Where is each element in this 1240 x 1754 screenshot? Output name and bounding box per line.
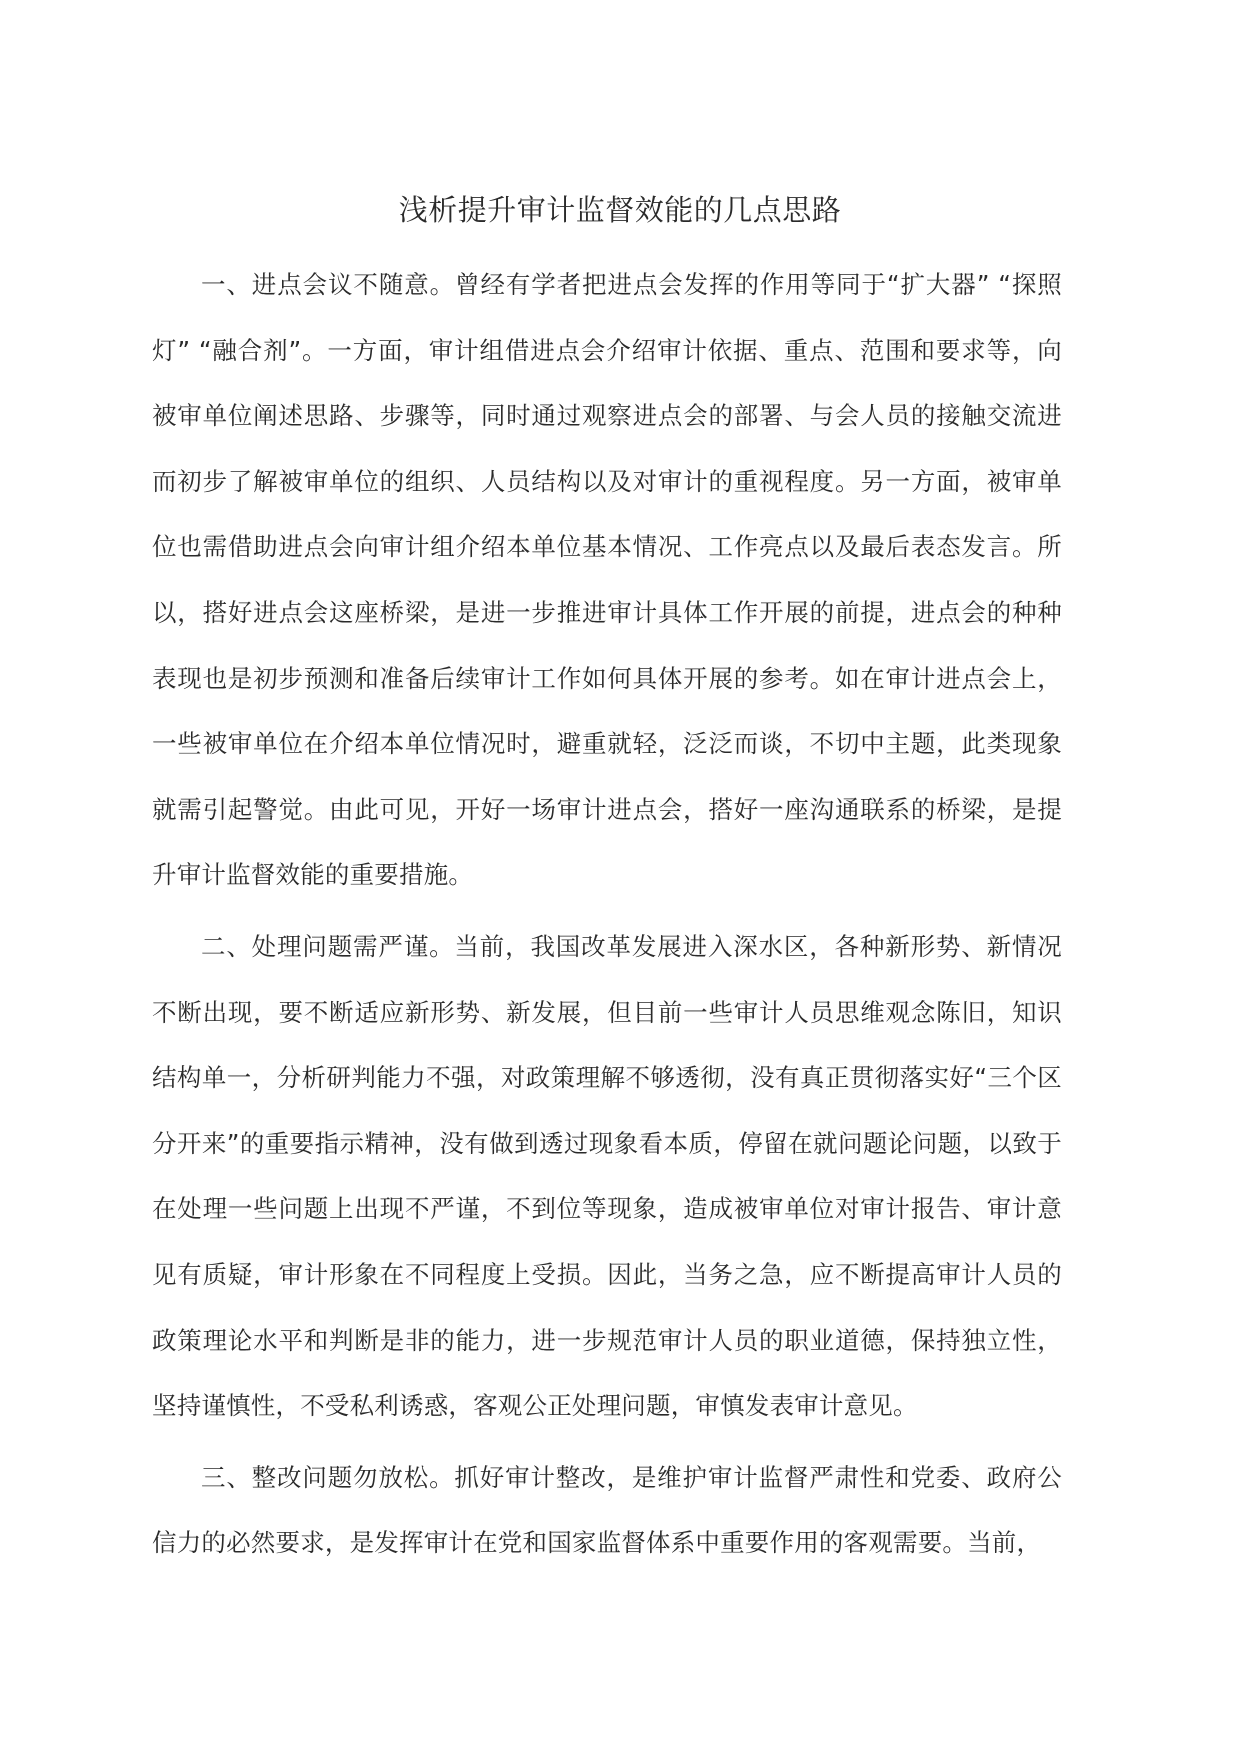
paragraph-2: 二、处理问题需严谨。当前，我国改革发展进入深水区，各种新形势、新情况不断出现，要不断适应新形势、新发展，但目前一些审计人员思维观念陈旧，知识结构单一，分析研判能力不强，对政策理解不够透彻，没有真正贯彻落实好“三个区分开来”的重要指示精神，没有做到透过现象看本质，停留在就问题论问题，以致于在处理一些问题上出现不严谨，不到位等现象，造成被审单位对审计报告、审计意见有质疑，审计形象在不同程度上受损。因此，当务之急，应不断提高审计人员的政策理论水平和判断是非的能力，进一步规范审计人员的职业道德，保持独立性，坚持谨慎性，不受私利诱惑，客观公正处理问题，审慎发表审计意见。 xyxy=(152,931,1062,1421)
paragraph-3: 三、整改问题勿放松。抓好审计整改，是维护审计监督严肃性和党委、政府公信力的必然要求，是发挥审计在党和国家监督体系中重要作用的客观需要。当前， xyxy=(152,1462,1062,1558)
document-title: 浅析提升审计监督效能的几点思路 xyxy=(398,193,842,227)
document-body xyxy=(152,252,1062,1582)
paragraph-1: 一、进点会议不随意。曾经有学者把进点会发挥的作用等同于“扩大器” “探照灯” “融合剂”。一方面，审计组借进点会介绍审计依据、重点、范围和要求等，向被审单位阐述思路、步骤等，同时通过观察进点会的部署、与会人员的接触交流进而初步了解被审单位的组织、人员结构以及对审计的重视程度。另一方面，被审单位也需借助进点会向审计组介绍本单位基本情况、工作亮点以及最后表态发言。所以，搭好进点会这座桥梁，是进一步推进审计具体工作开展的前提，进点会的种种表现也是初步预测和准备后续审计工作如何具体开展的参考。如在审计进点会上，一些被审单位在介绍本单位情况时，避重就轻，泛泛而谈，不切中主题，此类现象就需引起警觉。由此可见，开好一场审计进点会，搭好一座沟通联系的桥梁，是提升审计监督效能的重要措施。 xyxy=(152,270,1062,890)
